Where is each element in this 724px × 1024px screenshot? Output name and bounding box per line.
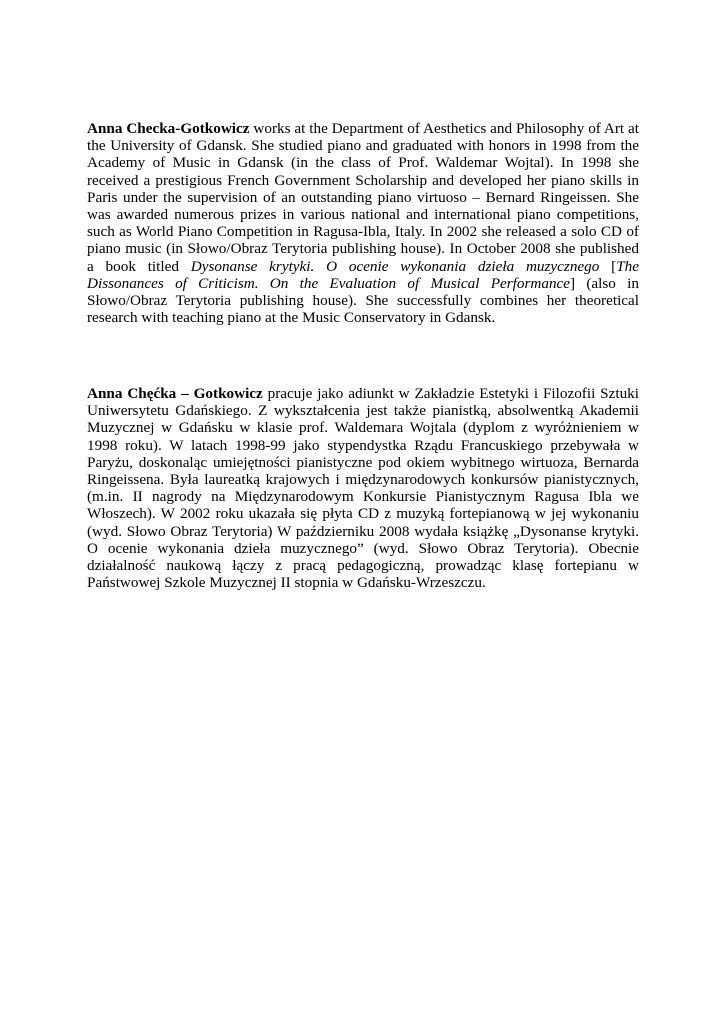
polish-bio-name: Anna Chęćka – Gotkowicz	[87, 385, 263, 402]
english-bio-text-part-2: [	[599, 257, 617, 275]
english-bio-text-part-1: works at the Department of Aesthetics and Philosophy of Art at the University of Gdansk. She studied piano and graduated with honors in 1998 from the Academy of Music in Gdansk (in the class of Prof. Waldemar Wojtal). In 1998 she received a prestigious French Government Scholarship and developed her piano skills in Paris under the supervision of an outstanding piano virtuoso – Bernard Ringeissen. She was awarded numerous prizes in various national and international piano competitions, such as World Piano Competition in Ragusa-Ibla, Italy. In 2002 she released a solo CD of piano music (in Słowo/Obraz Terytoria publishing house). In October 2008 she published a book titled	[87, 120, 639, 275]
polish-bio-paragraph	[87, 385, 639, 591]
book-title-english: The Dissonances of Criticism. On the Evaluation of Musical Performance	[87, 257, 639, 292]
english-bio-paragraph	[87, 120, 639, 326]
english-bio-text-part-3: ] (also in Słowo/Obraz Terytoria publishing house). She successfully combines her theoretical research with teaching piano at the Music Conservatory in Gdansk.	[87, 274, 639, 327]
polish-bio-text: pracuje jako adiunkt w Zakładzie Estetyki i Filozofii Sztuki Uniwersytetu Gdańskiego. Z wykształcenia jest także pianistką, absolwentką Akademii Muzycznej w Gdańsku w klasie prof. Waldemara Wojtala (dyplom z wyróżnieniem w 1998 roku). W latach 1998-99 jako stypendystka Rządu Francuskiego przebywała w Paryżu, doskonaląc umiejętności pianistyczne pod okiem wybitnego wirtuoza, Bernarda Ringeissena. Była laureatką krajowych i międzynarodowych konkursów pianistycznych, (m.in. II nagrody na Międzynarodowym Konkursie Pianistycznym Ragusa Ibla we Włoszech). W 2002 roku ukazała się płyta CD z muzyką fortepianową w jej wykonaniu (wyd. Słowo Obraz Terytoria) W październiku 2008 wydała książkę „Dysonanse krytyki. O ocenie wykonania dzieła muzycznego” (wyd. Słowo Obraz Terytoria). Obecnie działalność naukową łączy z pracą pedagogiczną, prowadząc klasę fortepianu w Państwowej Szkole Muzycznej II stopnia w Gdańsku-Wrzeszczu.	[87, 385, 639, 592]
book-title-polish: Dysonanse krytyki. O ocenie wykonania dzieła muzycznego	[190, 257, 600, 275]
english-bio-name: Anna Checka-Gotkowicz	[87, 120, 250, 137]
